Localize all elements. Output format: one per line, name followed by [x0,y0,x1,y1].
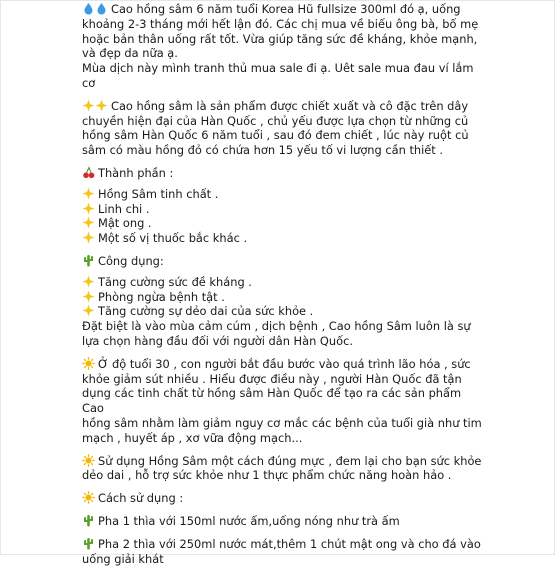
cactus-icon [82,537,95,550]
sparkles-icon [82,202,95,215]
aging-line-2: khỏe giảm sút nhiều . Hiểu được điều này , người Hàn Quốc đã tận [82,372,482,387]
ingredients-title: Thành phần : [82,166,482,181]
desc-line-2: chuyền hiện đại của Hàn Quốc , chủ yếu được lựa chọn từ những củ [82,114,482,129]
desc-line-1: Cao hồng sâm là sản phẩm được chiết xuất và cô đặc trên dây [82,99,482,114]
intro-line-4: và đẹp da nữa ạ. [82,46,482,61]
uses-note-line-1: Đặt biệt là vào mùa cảm cúm , dịch bệnh , Cao hồng Sâm luôn là sự [82,319,482,334]
aging-line-1: Ở độ tuổi 30 , con người bắt đầu bước vào quá trình lão hóa , sức [82,357,482,372]
desc-line-3: hồng sâm Hàn Quốc 6 năm tuổi , sau đó đem chiết , lúc này ruột củ [82,128,482,143]
benefit-line-2: dẻo dai , hỗ trợ sức khỏe như 1 thực phẩm chức năng hoàn hảo . [82,468,482,483]
intro-line-5: Mùa dịch này mình tranh thủ mua sale đi ạ. Uêt sale mua đau ví lắm [82,61,482,76]
use-item: Phòng ngừa bệnh tật . [82,290,482,305]
aging-line-5: mạch , huyết áp , xơ vữa động mạch... [82,431,482,446]
cactus-icon [82,514,95,527]
benefit-line-1: Sử dụng Hồng Sâm một cách đúng mực , đem lại cho bạn sức khỏe [82,454,482,469]
aging-line-3: dụng các tinh chất từ hồng sâm Hàn Quốc để tạo ra các sản phẩm Cao [82,386,482,416]
sparkles-icon [82,99,108,112]
sparkles-icon [82,304,95,317]
uses-note-line-2: lựa chọn hàng đầu đối với người dân Hàn Quốc. [82,334,482,349]
aging-line-4: hồng sâm nhằm làm giảm nguy cơ mắc các bệnh của tuổi già như tim [82,416,482,431]
use-item: Tăng cường sự dẻo dai của sức khỏe . [82,304,482,319]
ingredient-item: Hồng Sâm tinh chất . [82,187,482,202]
cactus-icon [82,254,95,267]
ingredient-item: Một số vị thuốc bắc khác . [82,231,482,246]
sun-icon [82,357,95,370]
intro-line-2: khoảng 2-3 tháng mới hết lận đó. Các chị mua về biếu ông bà, bố mẹ [82,17,482,32]
cherries-icon [82,166,95,179]
uses-title: Công dụng: [82,254,482,269]
sparkles-icon [82,275,95,288]
sparkles-icon [82,290,95,303]
usage-step-2-cont: uống giải khát [82,552,482,566]
sun-icon [82,491,95,504]
usage-title: Cách sử dụng : [82,491,482,506]
ingredient-item: Mật ong . [82,216,482,231]
ingredient-item: Linh chi . [82,202,482,217]
intro-line-1: Cao hồng sâm 6 năm tuổi Korea Hũ fullsize 300ml đó ạ, uống [82,2,482,17]
sparkles-icon [82,231,95,244]
intro-line-6: cơ [82,76,482,91]
droplets-icon [82,2,108,15]
usage-step-2: Pha 2 thìa với 250ml nước mát,thêm 1 chút mật ong và cho đá vào [82,537,482,552]
usage-step-1: Pha 1 thìa với 150ml nước ấm,uống nóng như trà ấm [82,514,482,529]
sparkles-icon [82,187,95,200]
intro-line-3: hoặc bản thân uống rất tốt. Vừa giúp tăng sức đề kháng, khỏe mạnh, [82,32,482,47]
desc-line-4: sâm có màu hồng đỏ có chứa hơn 15 yếu tố vi lượng cần thiết . [82,143,482,158]
post-content [82,2,482,566]
sun-icon [82,454,95,467]
sparkles-icon [82,216,95,229]
use-item: Tăng cường sức đề kháng . [82,275,482,290]
